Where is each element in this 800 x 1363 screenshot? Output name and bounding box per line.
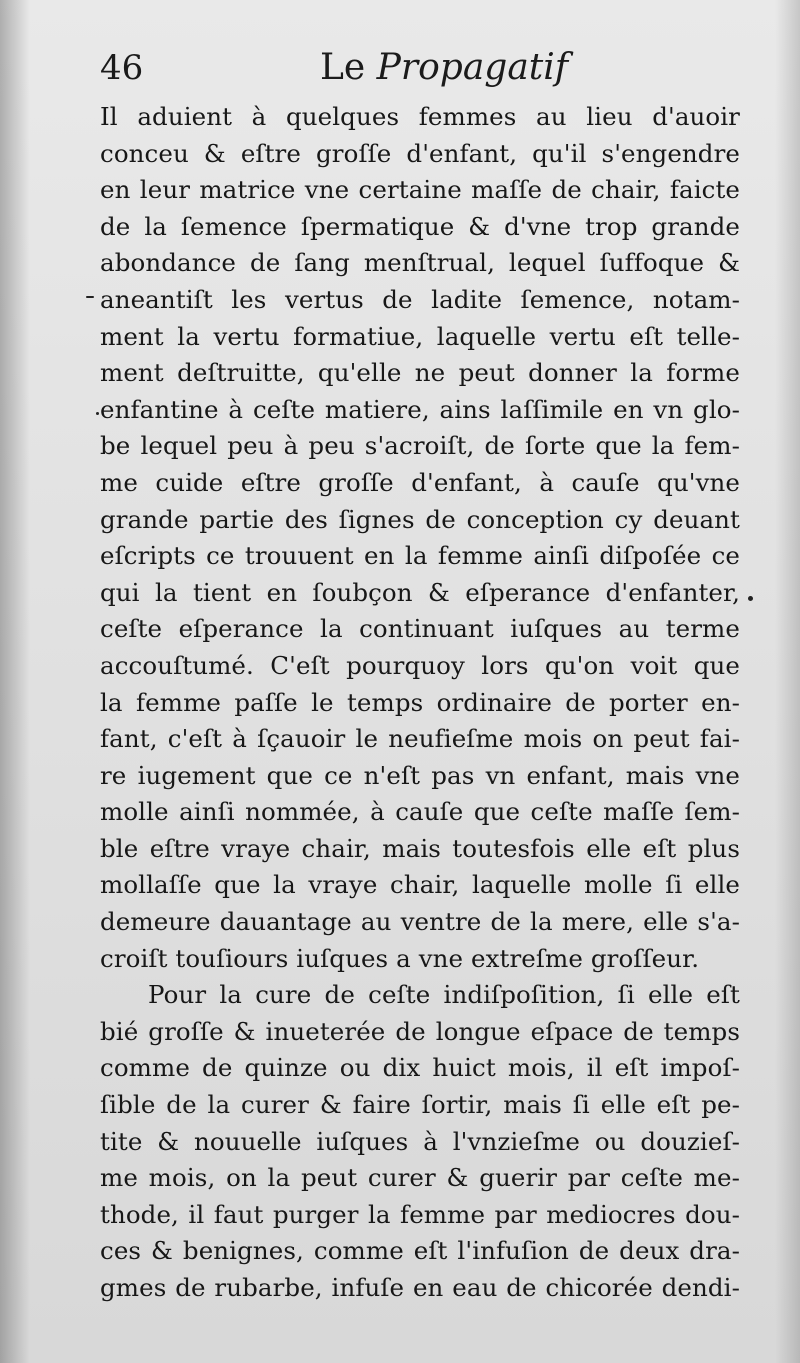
text-line: ment la vertu formatiue, laquelle vertu eſt telle- — [100, 321, 740, 351]
text-line: fant, c'eſt à ſçauoir le neufieſme mois on peut fai- — [100, 724, 740, 754]
text-line: grande partie des ſignes de conception cy deuant — [100, 504, 740, 534]
text-line: ces & benignes, comme eſt l'infuſion de deux dra- — [100, 1236, 740, 1266]
text-line: me cuide eſtre groſſe d'enfant, à cauſe qu'vne — [100, 467, 740, 497]
text-line: me mois, on la peut curer & guerir par ceſte me- — [100, 1163, 740, 1193]
ink-speck — [96, 412, 99, 415]
text-line: croiſt touſiours iuſques a vne extreſme groſſeur. — [100, 943, 700, 973]
text-line: demeure dauantage au ventre de la mere, elle s'a- — [100, 907, 740, 937]
ink-speck — [748, 596, 753, 601]
text-line: Pour la cure de ceſte indiſpoſition, ſi elle eſt — [148, 980, 740, 1010]
text-line: be lequel peu à peu s'acroiſt, de ſorte que la fem- — [100, 431, 740, 461]
text-line: mollaſſe que la vraye chair, laquelle molle ſi elle — [100, 870, 740, 900]
text-line: molle ainſi nommée, à cauſe que ceſte maſſe ſem- — [100, 797, 740, 827]
text-line: de la ſemence ſpermatique & d'vne trop grande — [100, 211, 740, 241]
gutter-shadow — [0, 0, 30, 1363]
text-line: ceſte eſperance la continuant iuſques au terme — [100, 614, 740, 644]
text-line: Il aduient à quelques femmes au lieu d'auoir — [100, 102, 740, 131]
text-line: aneantiſt les vertus de ladite ſemence, notam- — [100, 284, 740, 314]
text-line: ment deſtruitte, qu'elle ne peut donner la forme — [100, 358, 740, 388]
text-line: bié groſſe & inueterée de longue eſpace de temps — [100, 1016, 740, 1046]
body-text — [100, 99, 740, 1307]
text-line: abondance de ſang menſtrual, lequel ſuffoque & — [100, 248, 740, 278]
text-line: qui la tient en ſoubçon & eſperance d'enfanter, — [100, 577, 740, 607]
text-line: re iugement que ce n'eſt pas vn enfant, mais vne — [100, 760, 740, 790]
running-head — [320, 44, 568, 92]
running-head-article: Le — [320, 47, 366, 88]
text-line: ble eſtre vraye chair, mais toutesfois elle eſt plus — [100, 833, 740, 863]
ink-mark — [86, 296, 94, 298]
text-line: enfantine à ceſte matiere, ains laſſimile en vn glo- — [100, 394, 740, 424]
text-line: tite & nouuelle iuſques à l'vnzieſme ou douzieſ- — [100, 1126, 740, 1156]
text-line: conceu & eſtre groſſe d'enfant, qu'il s'engendre — [100, 138, 740, 168]
text-line: thode, il faut purger la femme par mediocres dou- — [100, 1199, 740, 1229]
text-line: en leur matrice vne certaine maſſe de chair, faicte — [100, 175, 740, 205]
page-number: 46 — [100, 48, 144, 88]
page-edge-shadow — [775, 0, 800, 1363]
running-head-title: Propagatif — [376, 47, 569, 88]
text-line: comme de quinze ou dix huict mois, il eſt impoſ- — [100, 1053, 740, 1083]
text-line: ſible de la curer & faire ſortir, mais ſi elle eſt pe- — [100, 1090, 740, 1120]
page-header — [100, 44, 760, 92]
text-line: accouſtumé. C'eſt pourquoy lors qu'on voit que — [100, 650, 740, 680]
text-line: eſcripts ce trouuent en la femme ainſi diſpoſée ce — [100, 541, 740, 571]
text-line: gmes de rubarbe, infuſe en eau de chicorée dendi- — [100, 1273, 740, 1302]
text-line: la femme paſſe le temps ordinaire de porter en- — [100, 687, 740, 717]
